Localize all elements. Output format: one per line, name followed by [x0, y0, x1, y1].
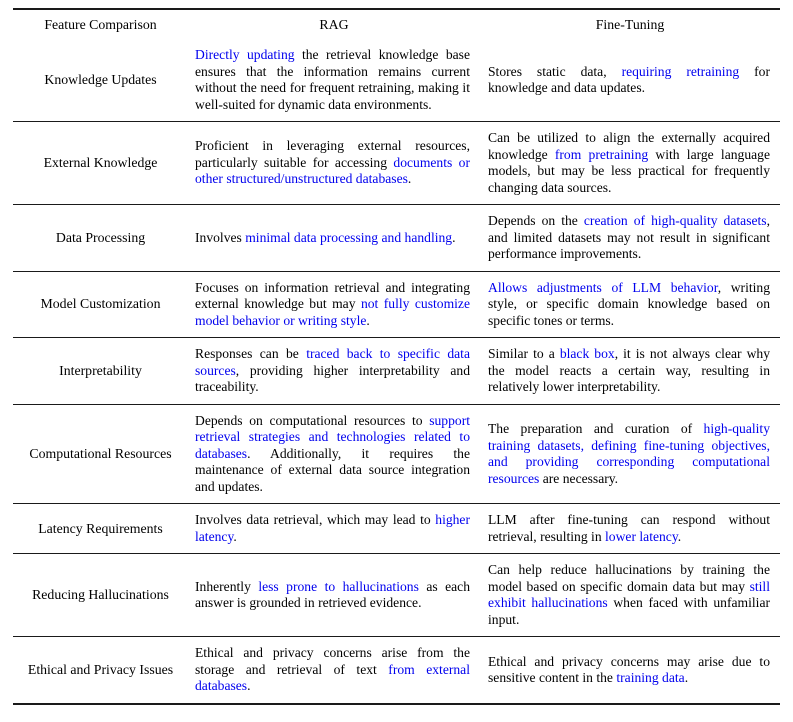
feature-label: Ethical and Privacy Issues: [27, 662, 174, 678]
highlighted-text: documents or other structured/unstructured databases: [195, 154, 470, 187]
rag-cell: [188, 571, 480, 620]
text-segment: Responses can be: [195, 346, 307, 362]
rag-cell: [188, 130, 480, 196]
table-body: [13, 39, 780, 703]
rag-cell: [188, 222, 480, 255]
table-row: [13, 553, 780, 636]
text-segment: for knowledge and data updates.: [488, 63, 770, 96]
table-row: [13, 404, 780, 504]
highlighted-text: from pretraining: [554, 146, 649, 162]
text-segment: , providing higher interpretability and traceability.: [195, 362, 470, 395]
table-row: [13, 121, 780, 204]
table-row: [13, 337, 780, 404]
text-segment: Inherently: [195, 578, 259, 594]
highlighted-text: creation of high-quality datasets: [583, 213, 767, 229]
highlighted-text: lower latency: [605, 528, 678, 544]
text-segment: .: [233, 528, 237, 544]
text-segment: , it is not always clear why the model reacts a certain way, resulting in relatively lower interpretability.: [488, 346, 771, 395]
fine-tuning-cell: [480, 646, 780, 695]
text-segment: Can help reduce hallucinations by training the model based on specific domain data but may: [488, 562, 770, 594]
feature-cell: [13, 554, 188, 636]
table-row: [13, 636, 780, 703]
text-segment: The preparation and curation of: [488, 421, 704, 437]
rag-cell: [188, 272, 480, 338]
text-segment: .: [407, 171, 412, 187]
header-feature-comparison: Feature Comparison: [44, 16, 157, 32]
highlighted-text: not fully customize model behavior or writing style: [195, 296, 470, 328]
highlighted-text: support retrieval strategies and technologies related to databases: [195, 412, 470, 461]
table-row: [13, 503, 780, 553]
text-segment: , writing style, or specific domain knowledge based on specific tones or terms.: [488, 279, 770, 328]
feature-cell: [13, 205, 188, 271]
feature-cell: [13, 504, 188, 553]
text-segment: when faced with unfamiliar input.: [488, 595, 770, 627]
text-segment: . Additionally, it requires the maintenance of external data source integration and updates.: [195, 445, 470, 494]
highlighted-text: requiring retraining: [621, 63, 740, 79]
text-segment: .: [684, 670, 689, 686]
text-segment: .: [366, 312, 370, 328]
text-segment: are necessary.: [539, 470, 619, 486]
text-segment: Depends on the: [488, 213, 584, 229]
fine-tuning-cell: [480, 272, 780, 338]
feature-label: Interpretability: [59, 362, 142, 378]
feature-label: Data Processing: [55, 229, 146, 245]
fine-tuning-cell: [480, 122, 780, 204]
highlighted-text: high-quality training datasets, defining fine-tuning objectives, and providing corresponding computational resources: [488, 421, 770, 486]
text-segment: Proficient in leveraging external resources, particularly suitable for accessing: [195, 138, 470, 170]
highlighted-text: less prone to hallucinations: [258, 578, 419, 594]
text-segment: with large language models, but may be less practical for frequently changing data sources.: [488, 146, 770, 195]
fine-tuning-cell: [480, 554, 780, 636]
fine-tuning-cell: [480, 413, 780, 495]
highlighted-text: training data: [616, 670, 685, 686]
feature-cell: [13, 637, 188, 703]
feature-cell: [13, 405, 188, 504]
highlighted-text: from external databases: [195, 661, 470, 694]
feature-cell: [13, 39, 188, 121]
fine-tuning-cell: [480, 205, 780, 271]
text-segment: the retrieval knowledge base ensures that the information remains current without the need for frequent retraining, making it well-suited for dynamic data environments.: [195, 47, 470, 112]
text-segment: Ethical and privacy concerns may arise due to sensitive content in the: [488, 653, 770, 686]
text-segment: Focuses on information retrieval and integrating external knowledge but may: [195, 279, 470, 312]
rag-cell: [188, 338, 480, 404]
text-segment: LLM after fine-tuning can respond without retrieval, resulting in: [488, 512, 770, 544]
feature-label: Reducing Hallucinations: [32, 587, 169, 603]
text-segment: .: [452, 229, 456, 245]
table-row: [13, 204, 780, 271]
header-rag: RAG: [319, 16, 349, 32]
highlighted-text: still exhibit hallucinations: [488, 578, 770, 611]
text-segment: Depends on computational resources to: [195, 412, 430, 428]
comparison-table: [13, 8, 780, 705]
feature-label: Latency Requirements: [38, 520, 163, 536]
header-fine-tuning: Fine-Tuning: [595, 16, 665, 32]
rag-cell: [188, 39, 480, 121]
table-header-row: [13, 10, 780, 39]
feature-label: External Knowledge: [43, 155, 158, 171]
fine-tuning-cell: [480, 338, 780, 404]
rag-cell: [188, 637, 480, 703]
text-segment: Similar to a: [488, 346, 560, 362]
text-segment: Can be utilized to align the externally acquired knowledge: [488, 130, 770, 162]
highlighted-text: black box: [559, 346, 615, 362]
highlighted-text: traced back to specific data sources: [195, 346, 470, 378]
feature-cell: [13, 338, 188, 404]
feature-label: Knowledge Updates: [44, 72, 157, 88]
rag-cell: [188, 504, 480, 553]
text-segment: as each answer is grounded in retrieved evidence.: [195, 578, 471, 611]
text-segment: , and limited datasets may not result in significant performance improvements.: [488, 213, 770, 262]
highlighted-text: minimal data processing and handling: [245, 229, 453, 245]
table-row: [13, 39, 780, 121]
feature-cell: [13, 272, 188, 338]
feature-label: Model Customization: [40, 296, 161, 312]
rag-cell: [188, 405, 480, 504]
text-segment: Ethical and privacy concerns arise from the storage and retrieval of text: [195, 645, 470, 677]
highlighted-text: Allows adjustments of LLM behavior: [488, 279, 718, 295]
text-segment: .: [247, 678, 251, 694]
text-segment: Involves data retrieval, which may lead to: [195, 512, 436, 528]
fine-tuning-cell: [480, 56, 780, 105]
text-segment: .: [677, 528, 682, 544]
feature-cell: [13, 122, 188, 204]
highlighted-text: Directly updating: [195, 47, 295, 62]
table-row: [13, 271, 780, 338]
fine-tuning-cell: [480, 504, 780, 553]
text-segment: Involves: [195, 229, 246, 245]
highlighted-text: higher latency: [195, 512, 470, 544]
text-segment: Stores static data,: [488, 63, 622, 79]
feature-label: Computational Resources: [29, 446, 172, 462]
